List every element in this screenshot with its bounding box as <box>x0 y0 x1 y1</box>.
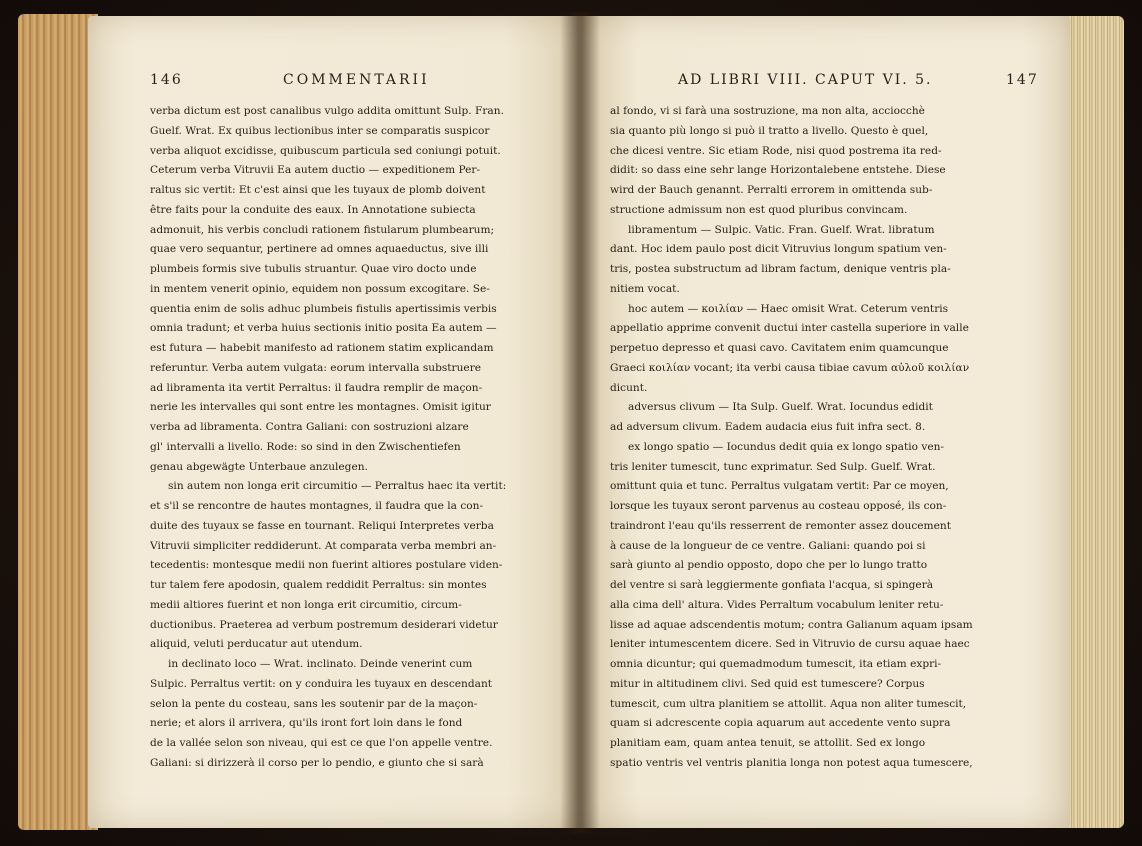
text-line: dicunt. <box>610 381 648 394</box>
text-line: spatio ventris vel ventris planitia longa non potest aqua tumescere, <box>610 756 973 769</box>
text-line: hoc autem — κοιλίαν — Haec omisit Wrat. Ceterum ventris <box>628 302 949 315</box>
text-line: planitiam eam, quam antea tenuit, se attollit. Sed ex longo <box>610 737 926 749</box>
text-line: plumbeis formis sive tubulis struantur. Quae viro docto unde <box>150 263 477 275</box>
text-line: quam si adcrescente copia aquarum aut accedente vento supra <box>610 717 951 730</box>
text-line: selon la pente du costeau, sans les soutenir par de la maçon- <box>150 697 478 710</box>
text-line: tris leniter tumescit, tunc exprimatur. Sed Sulp. Guelf. Wrat. <box>610 460 936 473</box>
text-line: ad libramenta ita vertit Perraltus: il faudra remplir de maçon- <box>150 381 483 394</box>
left-running-head: COMMENTARII <box>283 72 430 88</box>
text-line: omnia dicuntur; qui quemadmodum tumescit, ita etiam expri- <box>610 658 942 670</box>
text-line: ad adversum clivum. Eadem audacia eius fuit infra sect. 8. <box>610 421 926 433</box>
text-line: quentia enim de solis adhuc plumbeis fistulis apertissimis verbis <box>150 302 497 315</box>
text-line: Vitruvii simpliciter reddiderunt. At comparata verba membri an- <box>150 539 497 552</box>
right-running-head: AD LIBRI VIII. CAPUT VI. 5. <box>678 72 933 88</box>
text-line: est futura — habebit manifesto ad rationem statim explicandam <box>150 342 494 354</box>
text-line: sin autem non longa erit circumitio — Perraltus haec ita vertit: <box>168 480 507 493</box>
text-line: alla cima dell' altura. Vides Perraltum vocabulum leniter retu- <box>610 598 944 611</box>
text-line: omnia tradunt; et verba huius sectionis initio posita Ea autem — <box>150 322 497 335</box>
right-page <box>580 16 1070 828</box>
text-line: verba ad libramenta. Contra Galiani: con sostruzioni alzare <box>150 421 469 433</box>
text-line: structione admissum non est quod pluribus convincam. <box>610 203 908 216</box>
text-line: omittunt quia et tunc. Perraltus vulgatam vertit: Par ce moyen, <box>610 480 949 493</box>
text-line: être faits pour la conduite des eaux. In Annotatione subiecta <box>150 203 476 216</box>
right-page-number: 147 <box>1006 72 1039 88</box>
text-line: nerie les intervalles qui sont entre les montagnes. Omisit igitur <box>150 401 491 414</box>
left-page-text <box>150 102 540 774</box>
text-line: dant. Hoc idem paulo post dicit Vitruvius longum spatium ven- <box>610 243 947 256</box>
text-line: leniter intumescentem dicere. Sed in Vitruvio de cursu aquae haec <box>610 638 970 651</box>
text-line: duite des tuyaux se fasse en tournant. Reliqui Interpretes verba <box>150 519 494 532</box>
text-line: lorsque les tuyaux seront parvenus au costeau opposé, ils con- <box>610 500 947 512</box>
text-line: che dicesi ventre. Sic etiam Rode, nisi quod postrema ita red- <box>610 144 942 157</box>
text-line: sia quanto più longo si può il tratto a livello. Questo è quel, <box>610 124 929 137</box>
text-line: nitiem vocat. <box>610 282 680 295</box>
text-line: genau abgewägte Unterbaue anzulegen. <box>150 460 368 473</box>
text-line: ex longo spatio — Iocundus dedit quia ex longo spatio ven- <box>628 440 944 453</box>
text-line: Ceterum verba Vitruvii Ea autem ductio — expeditionem Per- <box>150 164 481 177</box>
text-line: de la vallée selon son niveau, qui est ce que l'on appelle ventre. <box>150 737 493 749</box>
text-line: al fondo, vi si farà una sostruzione, ma non alta, acciocchè <box>610 105 925 117</box>
text-line: in mentem venerit opinio, equidem non possum excogitare. Se- <box>150 282 490 295</box>
text-line: admonuit, his verbis concludi rationem fistularum plumbearum; <box>150 223 495 236</box>
text-line: Galiani: si dirizzerà il corso per lo pendio, e giunto che si sarà <box>150 756 484 769</box>
text-line: in declinato loco — Wrat. inclinato. Deinde venerint cum <box>168 658 473 670</box>
text-line: libramentum — Sulpic. Vatic. Fran. Guelf. Wrat. libratum <box>628 223 935 236</box>
text-line: sarà giunto al pendio opposto, dopo che per lo lungo tratto <box>610 559 928 572</box>
left-page-number: 146 <box>150 72 183 88</box>
text-line: gl' intervalli a livello. Rode: so sind in den Zwischentiefen <box>150 440 461 453</box>
text-line: tur talem fere apodosin, qualem reddidit Perraltus: sin montes <box>150 579 487 591</box>
text-line: traindront l'eau qu'ils resserrent de remonter assez doucement <box>610 519 951 532</box>
text-line: medii altiores fuerint et non longa erit circumitio, circum- <box>150 598 462 611</box>
text-line: quae vero sequantur, pertinere ad omnes aquaeductus, sive illi <box>150 243 489 256</box>
text-line: raltus sic vertit: Et c'est ainsi que les tuyaux de plomb doivent <box>150 184 486 196</box>
text-line: Sulpic. Perraltus vertit: on y conduira les tuyaux en descendant <box>150 677 493 690</box>
text-line: et s'il se rencontre de hautes montagnes, il faudra que la con- <box>150 500 484 512</box>
right-page-text <box>610 102 1008 774</box>
text-line: perpetuo depresso et quasi cavo. Cavitatem enim quamcunque <box>610 342 949 354</box>
text-line: Graeci κοιλίαν vocant; ita verbi causa tibiae cavum αὐλοῦ κοιλίαν <box>610 361 970 374</box>
text-line: adversus clivum — Ita Sulp. Guelf. Wrat. Iocundus edidit <box>628 401 933 414</box>
text-line: appellatio apprime convenit ductui inter castella superiore in valle <box>610 322 969 335</box>
text-line: wird der Bauch genannt. Perralti errorem in omittenda sub- <box>610 184 933 196</box>
text-line: tumescit, cum ultra planitiem se attollit. Aqua non aliter tumescit, <box>610 697 967 710</box>
text-line: à cause de la longueur de ce ventre. Galiani: quando poi si <box>610 539 926 552</box>
text-line: tris, postea substructum ad libram factum, denique ventris pla- <box>610 263 951 275</box>
text-line: mitur in altitudinem clivi. Sed quid est tumescere? Corpus <box>610 677 925 690</box>
text-line: ductionibus. Praeterea ad verbum postremum desiderari videtur <box>150 618 498 631</box>
left-page <box>88 16 580 828</box>
text-line: Guelf. Wrat. Ex quibus lectionibus inter se comparatis suspicor <box>150 124 490 137</box>
text-line: nerie; et alors il arrivera, qu'ils iront fort loin dans le fond <box>150 717 463 730</box>
text-line: verba dictum est post canalibus vulgo addita omittunt Sulp. Fran. <box>150 105 504 117</box>
book-binding-left <box>18 14 98 830</box>
text-line: didit: so dass eine sehr lange Horizontalebene entstehe. Diese <box>610 164 946 177</box>
text-line: del ventre si sarà leggiermente gonfiata l'acqua, si spingerà <box>610 579 934 591</box>
text-line: tecedentis: montesque medii non fuerint altiores postulare viden- <box>150 559 503 572</box>
text-line: lisse ad aquae adscendentis motum; contra Galianum aquam ipsam <box>610 618 973 631</box>
text-line: verba aliquot excidisse, quibuscum particula sed coniungi potuit. <box>150 144 501 157</box>
text-line: referuntur. Verba autem vulgata: eorum intervalla substruere <box>150 361 482 374</box>
text-line: aliquid, veluti perducatur aut utendum. <box>150 638 363 651</box>
